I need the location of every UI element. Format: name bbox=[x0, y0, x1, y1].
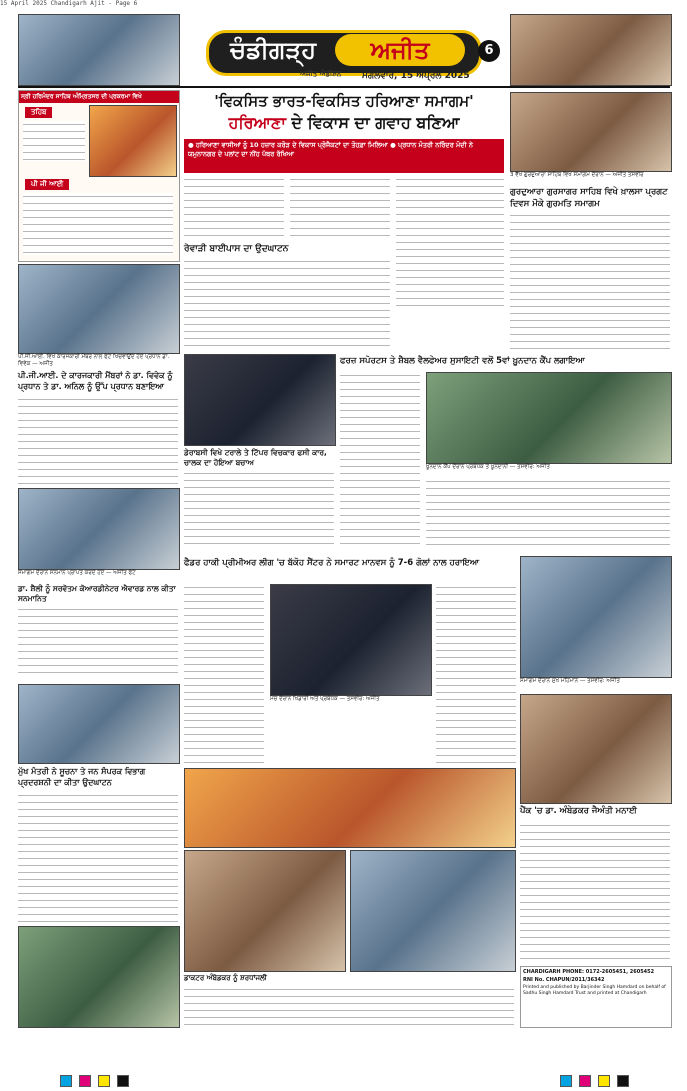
lead-headline-red: ਹਰਿਆਣਾ bbox=[228, 113, 286, 132]
story-e-headline: ਡੇਰਾਬਸੀ ਵਿਖੇ ਟਰਾਲੇ ਤੇ ਟਿੱਪਰ ਵਿਚਕਾਰ ਫਸੀ ਕਾਰ, ਚਾਲਕ ਦਾ ਹੋਇਆ ਬਚਾਅ bbox=[184, 448, 327, 467]
left-box-label-1: ਤਹਿਬ bbox=[25, 107, 52, 118]
hockey-match-photo bbox=[270, 584, 432, 696]
story-d-body bbox=[340, 372, 420, 550]
color-registration-bar bbox=[60, 1072, 131, 1091]
lead-body-col-1 bbox=[184, 176, 284, 242]
story-h-body bbox=[18, 792, 178, 922]
magenta-swatch-right bbox=[579, 1075, 591, 1087]
story-b-headline: ਪੀ.ਜੀ.ਆਈ. ਦੇ ਕਾਰਜਕਾਰੀ ਮੈਂਬਰਾਂ ਨੇ ਡਾ. ਵਿਵੇਕ ਨੂੰ ਪ੍ਰਧਾਨ ਤੇ ਡਾ. ਅਨਿਲ ਨੂੰ ਉੱਪ ਪ੍ਰਧਾਨ ਬਣਾਇਆ bbox=[18, 371, 173, 391]
bottom-left-photo bbox=[18, 926, 180, 1028]
story-g-headline: ਫੈਡਰ ਹਾਕੀ ਪ੍ਰੀਮੀਅਰ ਲੀਗ 'ਚ ਬੱਕੋਹ ਸੈਂਟਰ ਨੇ ਸਮਾਰਟ ਮਾਨਵਸ ਨੂੰ 7-6 ਗੋਲਾਂ ਨਾਲ ਹਰਾਇਆ bbox=[184, 558, 480, 568]
lead-headline bbox=[184, 113, 504, 133]
pgi-group-photo bbox=[18, 264, 180, 354]
edition-label: ਅਜੀਤ ਐਡੀਸ਼ਨ bbox=[300, 70, 342, 78]
story-j-body bbox=[184, 986, 514, 1026]
story-d-headline: ਫਰਜ਼ ਸਪੋਰਟਸ ਤੇ ਸ਼ੈਬਲ ਵੈਲਫੇਅਰ ਸੁਸਾਇਟੀ ਵਲੋਂ 5ਵਾਂ ਖ਼ੂਨਦਾਨ ਕੈਂਪ ਲਗਾਇਆ bbox=[340, 356, 585, 366]
left-box-title: ਸ੍ਰੀ ਹਰਿਮੰਦਰ ਸਾਹਿਬ ਅੰਮ੍ਰਿਤਸਰ ਦੀ ਪ੍ਰਕਰਮਾ ਵਿਖੇ bbox=[19, 91, 179, 103]
footer-contact: CHARDIGARH PHONE: 0172-2605451, 2605452 bbox=[523, 969, 655, 975]
story-g-body bbox=[184, 584, 264, 764]
publisher-box bbox=[520, 966, 672, 1028]
caption-gurudwara: 3 ਵੱਖ ਗੁਰਦੁਆਰਾ ਸਾਹਿਬ ਵਿਖੇ ਸਮਾਗਮ ਦੌਰਾਨ — ਅਜੀਤ ਤਸਵੀਰ bbox=[510, 172, 644, 178]
gurudwara-photo bbox=[510, 92, 672, 172]
story-d-body-2 bbox=[426, 478, 670, 548]
masthead-right-photo bbox=[510, 14, 672, 86]
dateline: ਮੰਗਲਵਾਰ, 15 ਅਪ੍ਰੈਲ 2025 bbox=[362, 71, 470, 81]
left-box-label-2: ਪੀ ਜੀ ਆਈ bbox=[25, 179, 69, 190]
lead-headline-rest: ਦੇ ਵਿਕਾਸ ਦਾ ਗਵਾਹ ਬਣਿਆ bbox=[291, 113, 460, 132]
story-f-body bbox=[18, 606, 178, 678]
blood-camp-photo bbox=[426, 372, 672, 464]
masthead-rule bbox=[18, 86, 670, 88]
story-g-body-2 bbox=[436, 584, 516, 764]
cyan-swatch bbox=[60, 1075, 72, 1087]
caption-blood-camp: ਖ਼ੂਨਦਾਨ ਕੈਂਪ ਦੌਰਾਨ ਪ੍ਰਬੰਧਕ ਤੇ ਖ਼ੂਨਦਾਨੀ — ਤਸਵੀਰ: ਅਜੀਤ bbox=[426, 464, 550, 470]
magenta-swatch bbox=[79, 1075, 91, 1087]
caption-pgi: ਪੀ.ਜੀ.ਆਈ. ਵਿਖੇ ਕਾਰਜਕਾਰੀ ਮੈਂਬਰ ਨਾਲ ਫੋਟੋ ਖਿਚਵਾਉਂਦੇ ਹੋਏ ਪ੍ਰਧਾਨ ਡਾ. ਵਿਵੇਕ — ਅਜੀਤ bbox=[18, 354, 170, 367]
left-box-text-1 bbox=[23, 121, 85, 161]
story-i-headline: ਪੈਂਕ 'ਚ ਡਾ. ਅੰਬੇਡਕਰ ਜੈਅੰਤੀ ਮਨਾਈ bbox=[520, 806, 637, 816]
story-f-headline: ਡਾ. ਸ਼ੈਲੀ ਨੂੰ ਸਰਵੋਤਮ ਕੋਆਰਡੀਨੇਟਰ ਐਵਾਰਡ ਨਾਲ ਕੀਤਾ ਸਨਮਾਨਿਤ bbox=[18, 584, 176, 603]
footer-publisher: Printed and published by Barjinder Singh Hamdard on behalf of Sadhu Singh Hamdard Trust and printed at Chandigarh bbox=[523, 985, 666, 996]
masthead-left-photo bbox=[18, 14, 180, 86]
caption-ambedkar: ਸਮਾਗਮ ਦੌਰਾਨ ਮੁੱਖ ਮਹਿਮਾਨ — ਤਸਵੀਰ: ਅਜੀਤ bbox=[520, 678, 620, 684]
left-box-text-2 bbox=[23, 193, 173, 255]
black-swatch bbox=[117, 1075, 129, 1087]
black-swatch-right bbox=[617, 1075, 629, 1087]
caption-hockey: ਮੈਚ ਦੌਰਾਨ ਖਿਡਾਰੀ ਅਤੇ ਪ੍ਰਬੰਧਕ — ਤਸਵੀਰ: ਅਜੀਤ bbox=[270, 696, 380, 702]
golden-temple-photo bbox=[89, 105, 177, 177]
cyan-swatch-right bbox=[560, 1075, 572, 1087]
car-accident-photo bbox=[184, 354, 336, 446]
masthead-paper-name: ਅਜੀਤ bbox=[335, 34, 465, 66]
prize-distribution-photo bbox=[350, 850, 516, 972]
lead-body-col-2 bbox=[290, 176, 390, 242]
tribute-photo bbox=[184, 850, 346, 972]
lead-body-col-3 bbox=[396, 176, 504, 311]
story-a-headline: ਰੇਵਾੜੀ ਬਾਈਪਾਸ ਦਾ ਉਦਘਾਟਨ bbox=[184, 244, 289, 254]
story-c-body bbox=[510, 212, 670, 352]
ceremony-photo bbox=[520, 694, 672, 804]
lead-highlight: ● ਹਰਿਆਣਾ ਵਾਸੀਆਂ ਨੂੰ 10 ਹਜ਼ਾਰ ਕਰੋੜ ਦੇ ਵਿਕਾਸ ਪ੍ਰੋਜੈਕਟਾਂ ਦਾ ਤੋਹਫ਼ਾ ਮਿਲਿਆ ● ਪ੍ਰਧਾਨ ਮੰਤਰੀ ਨਰਿੰਦਰ ਮੋਦੀ ਨੇ ਯਮੁਨਾਨਗਰ ਦੇ ਪਲਾਂਟ ਦਾ ਨੀਂਹ ਪੱਥਰ ਰੱਖਿਆ bbox=[184, 139, 504, 173]
story-a-body bbox=[184, 258, 390, 348]
yellow-swatch-right bbox=[598, 1075, 610, 1087]
footer-rni: RNI No. CHAPUN/2011/36342 bbox=[523, 977, 605, 983]
caption-award: ਸਮਾਗਮ ਦੌਰਾਨ ਸਨਮਾਨ ਪ੍ਰਾਪਤ ਕਰਦੇ ਹੋਏ — ਅਜੀਤ ਫੋਟੋ bbox=[18, 570, 136, 576]
story-i-body bbox=[520, 822, 670, 962]
lead-kicker: 'ਵਿਕਸਿਤ ਭਾਰਤ-ਵਿਕਸਿਤ ਹਰਿਆਣਾ ਸਮਾਗਮ' bbox=[214, 92, 474, 110]
print-meta-strip: 15 April 2025 Chandigarh Ajit - Page 6 bbox=[0, 0, 138, 7]
left-notice-box bbox=[18, 90, 180, 262]
story-e-body bbox=[184, 470, 334, 550]
award-photo bbox=[18, 488, 180, 570]
story-h-headline: ਮੁੱਖ ਮੰਤਰੀ ਨੇ ਸੂਚਨਾ ਤੇ ਜਨ ਸੰਪਰਕ ਵਿਭਾਗ ਪ੍ਰਦਰਸ਼ਨੀ ਦਾ ਕੀਤਾ ਉਦਘਾਟਨ bbox=[18, 767, 146, 787]
story-c-headline: ਗੁਰਦੁਆਰਾ ਗੁਰਸਾਗਰ ਸਾਹਿਬ ਵਿਖੇ ਖ਼ਾਲਸਾ ਪ੍ਰਗਟ ਦਿਵਸ ਮੌਕੇ ਗੁਰਮਤਿ ਸਮਾਗਮ bbox=[510, 187, 668, 209]
story-j-headline: ਡਾਕਟਰ ਅੰਬੇਡਕਰ ਨੂੰ ਸ਼ਰਧਾਂਜਲੀ bbox=[184, 974, 267, 982]
page-number: 6 bbox=[478, 40, 500, 62]
masthead-city: ਚੰਡੀਗੜ੍ਹ bbox=[229, 36, 317, 64]
color-registration-bar-right bbox=[560, 1072, 631, 1091]
religious-gathering-photo bbox=[184, 768, 516, 848]
ambedkar-event-photo bbox=[520, 556, 672, 678]
story-b-body bbox=[18, 396, 178, 484]
yellow-swatch bbox=[98, 1075, 110, 1087]
cm-exhibition-photo bbox=[18, 684, 180, 764]
